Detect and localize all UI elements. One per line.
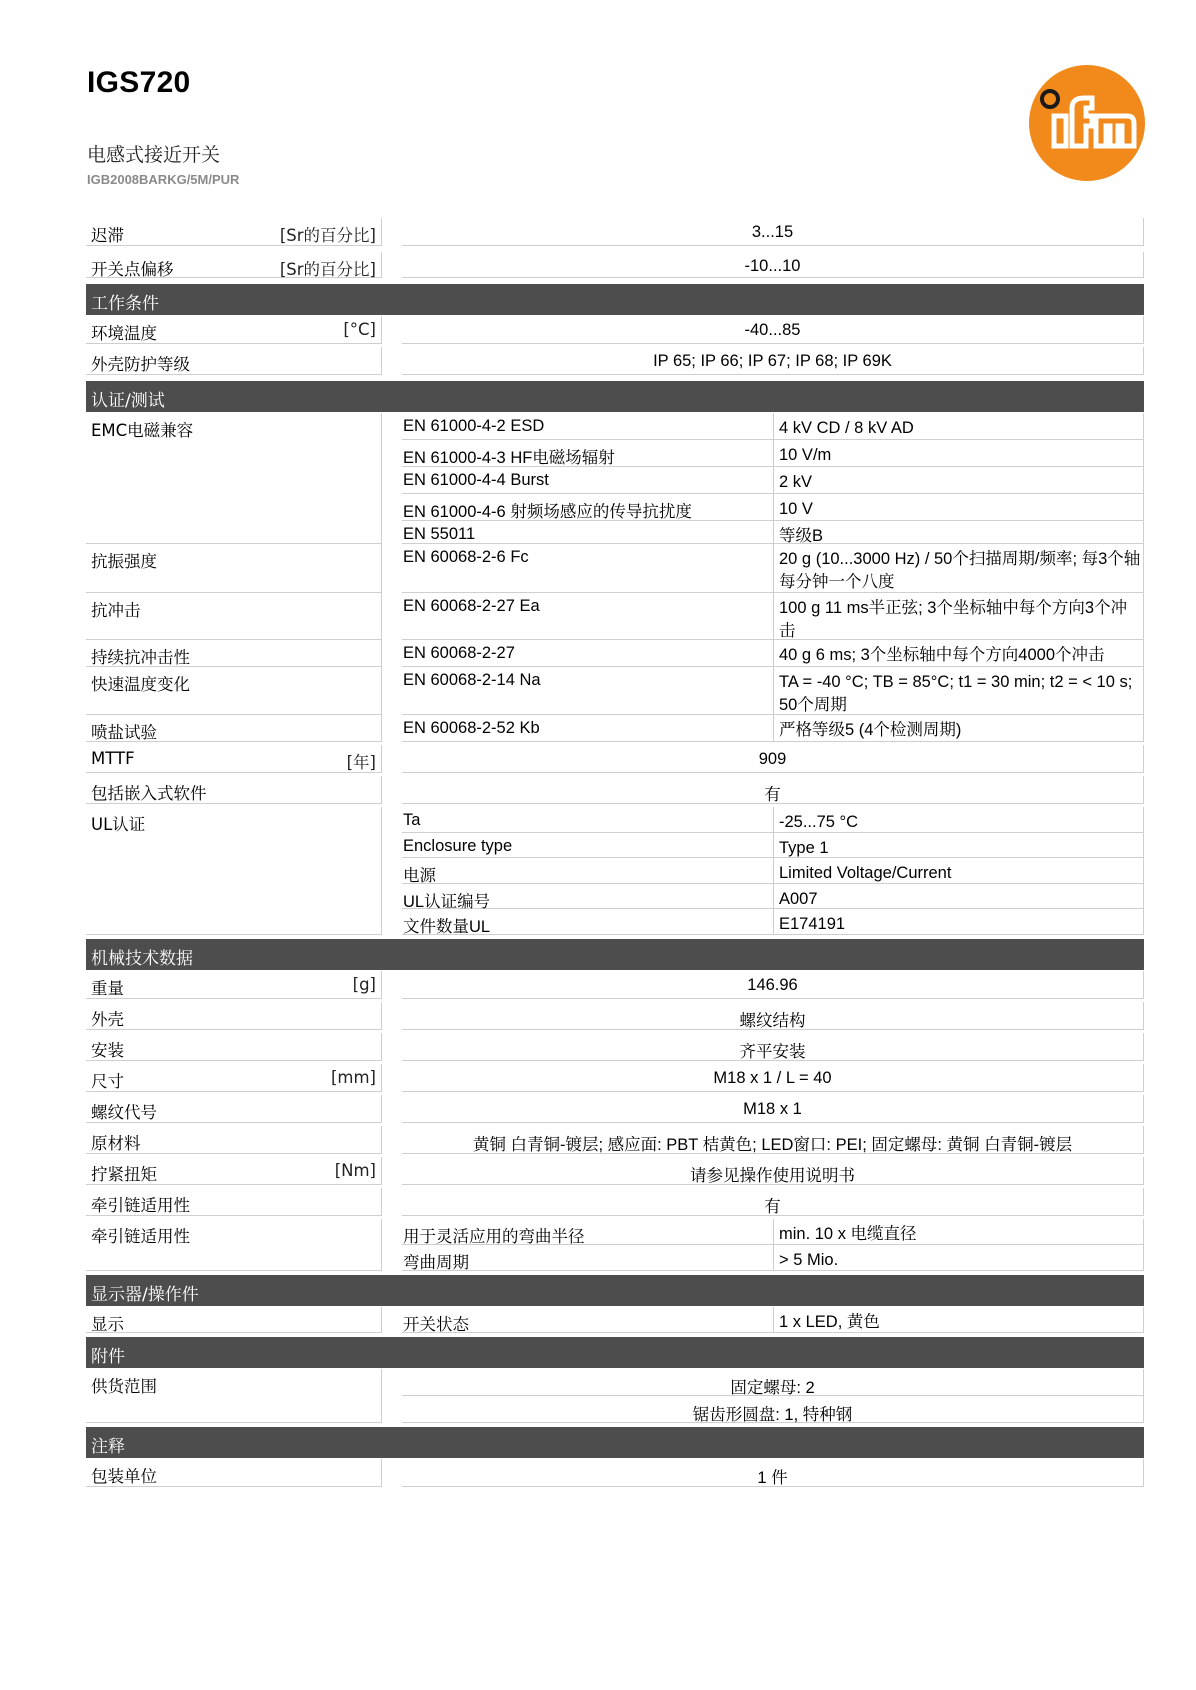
ul-value: E174191	[774, 909, 1144, 935]
spec-unit: [Sr的百分比]	[279, 260, 376, 279]
spec-label-cell	[86, 1126, 382, 1154]
spec-value: 齐平安装	[402, 1033, 1144, 1061]
spec-row-mechanical	[86, 1188, 1144, 1216]
test-value: 40 g 6 ms; 3个坐标轴中每个方向4000个冲击	[774, 640, 1144, 667]
spec-label-cell	[86, 1095, 382, 1123]
spec-value: 有	[402, 776, 1144, 804]
spec-value: -40...85	[402, 316, 1144, 344]
emc-value: 10 V/m	[774, 440, 1144, 467]
spec-row-mechanical	[86, 1095, 1144, 1123]
spec-value: 螺纹结构	[402, 1002, 1144, 1030]
spec-label-cell	[86, 218, 382, 246]
spec-unit: [mm]	[330, 1068, 376, 1087]
spec-label: 开关点偏移	[91, 260, 174, 279]
spec-value: M18 x 1	[402, 1095, 1144, 1123]
spec-label-cell	[86, 252, 382, 278]
supply-item: 锯齿形圆盘: 1, 特种钢	[402, 1396, 1144, 1423]
spec-value: -10...10	[402, 252, 1144, 278]
spec-label-cell	[86, 715, 382, 742]
emc-value: 2 kV	[774, 467, 1144, 494]
spec-label: 快速温度变化	[91, 675, 190, 694]
test-value: 100 g 11 ms半正弦; 3个坐标轴中每个方向3个冲击	[774, 593, 1144, 640]
spec-row-embedded-software	[86, 776, 1144, 804]
spec-row-mechanical	[86, 1002, 1144, 1030]
product-subtitle: 电感式接近开关	[87, 144, 221, 166]
ul-key: Ta	[402, 807, 774, 833]
spec-row-packaging	[86, 1459, 1144, 1487]
spec-label: 抗冲击	[91, 601, 141, 620]
drag-chain-value: min. 10 x 电缆直径	[774, 1219, 1144, 1245]
spec-label-cell	[86, 776, 382, 804]
section-header-accessories: 附件	[86, 1337, 1144, 1368]
section-header-mechanical: 机械技术数据	[86, 939, 1144, 970]
ul-key: Enclosure type	[402, 833, 774, 858]
spec-unit: [年]	[346, 753, 376, 772]
test-standard: EN 60068-2-6 Fc	[402, 544, 774, 593]
drag-chain-key: 弯曲周期	[402, 1245, 774, 1271]
supply-item: 固定螺母: 2	[402, 1369, 1144, 1396]
spec-row-mechanical	[86, 1126, 1144, 1154]
spec-label-cell	[86, 640, 382, 667]
section-header-operating: 工作条件	[86, 284, 1144, 315]
spec-label-cell	[86, 667, 382, 715]
spec-label: 外壳	[91, 1010, 124, 1029]
test-standard: EN 60068-2-52 Kb	[402, 715, 774, 742]
spec-label: 牵引链适用性	[91, 1196, 190, 1215]
spec-label-cell	[86, 347, 382, 375]
section-header-remarks: 注释	[86, 1427, 1144, 1458]
drag-chain-key: 用于灵活应用的弯曲半径	[402, 1219, 774, 1245]
emc-item	[402, 413, 1144, 440]
spec-label: 供货范围	[91, 1377, 157, 1396]
spec-label: 尺寸	[91, 1072, 124, 1091]
spec-value: 有	[402, 1188, 1144, 1216]
spec-label-cell	[86, 413, 382, 544]
spec-unit: [Sr的百分比]	[279, 226, 376, 245]
spec-label-cell	[86, 316, 382, 344]
test-standard: EN 60068-2-27	[402, 640, 774, 667]
spec-row-hysteresis	[86, 218, 1144, 246]
test-value: 20 g (10...3000 Hz) / 50个扫描周期/频率; 每3个轴每分钟一个八度	[774, 544, 1144, 593]
spec-label-cell	[86, 593, 382, 640]
spec-label-cell	[86, 745, 382, 773]
emc-value: 4 kV CD / 8 kV AD	[774, 413, 1144, 440]
section-header-approvals: 认证/测试	[86, 381, 1144, 412]
test-standard: EN 60068-2-27 Ea	[402, 593, 774, 640]
product-code: IGB2008BARKG/5M/PUR	[87, 172, 240, 187]
spec-value: 黄铜 白青铜-镀层; 感应面: PBT 桔黄色; LED窗口: PEI; 固定螺母: 黄铜 白青铜-镀层	[402, 1126, 1144, 1154]
spec-row-mechanical	[86, 971, 1144, 999]
emc-value: 10 V	[774, 494, 1144, 521]
spec-label-cell	[86, 1064, 382, 1092]
spec-label: 迟滞	[91, 226, 124, 245]
ul-key: 文件数量UL	[402, 909, 774, 935]
section-header-display: 显示器/操作件	[86, 1275, 1144, 1306]
display-key: 开关状态	[402, 1307, 774, 1333]
emc-value: 等级B	[774, 521, 1144, 544]
spec-label: 包装单位	[91, 1467, 157, 1486]
emc-standard: EN 61000-4-3 HF电磁场辐射	[402, 440, 774, 467]
spec-label: UL认证	[91, 815, 146, 834]
spec-unit: [Nm]	[334, 1161, 376, 1180]
spec-row-switch-offset	[86, 252, 1144, 278]
spec-row-mttf	[86, 745, 1144, 773]
spec-label: 持续抗冲击性	[91, 648, 190, 667]
spec-label-cell	[86, 544, 382, 593]
emc-item	[402, 521, 1144, 544]
display-value: 1 x LED, 黄色	[774, 1307, 1144, 1333]
spec-row-protection	[86, 347, 1144, 375]
spec-row-mechanical	[86, 1033, 1144, 1061]
spec-row-temp-change	[86, 667, 1144, 715]
spec-label-cell	[86, 1307, 382, 1333]
ul-value: Limited Voltage/Current	[774, 858, 1144, 884]
spec-label: 喷盐试验	[91, 723, 157, 742]
ifm-logo	[1028, 64, 1146, 182]
spec-label: 包括嵌入式软件	[91, 784, 207, 803]
ul-value: A007	[774, 884, 1144, 909]
spec-row-salt-spray	[86, 715, 1144, 742]
spec-value: 请参见操作使用说明书	[402, 1157, 1144, 1185]
spec-value: 146.96	[402, 971, 1144, 999]
spec-value: 1 件	[402, 1459, 1144, 1487]
spec-label-cell	[86, 971, 382, 999]
spec-label-cell	[86, 1188, 382, 1216]
spec-label: 牵引链适用性	[91, 1227, 190, 1246]
spec-label-cell	[86, 1033, 382, 1061]
emc-item	[402, 467, 1144, 494]
ul-value: -25...75 °C	[774, 807, 1144, 833]
spec-table	[86, 218, 1144, 1487]
spec-value: 3...15	[402, 218, 1144, 246]
ul-value: Type 1	[774, 833, 1144, 858]
spec-row-mechanical	[86, 1157, 1144, 1185]
spec-label: MTTF	[91, 749, 135, 768]
emc-standard: EN 61000-4-4 Burst	[402, 467, 774, 494]
spec-label: 重量	[91, 979, 124, 998]
spec-unit: [°C]	[343, 320, 376, 339]
emc-item	[402, 440, 1144, 467]
spec-row-emc	[86, 413, 1144, 544]
spec-label: 外壳防护等级	[91, 355, 190, 374]
product-title: IGS720	[87, 66, 191, 99]
test-value: TA = -40 °C; TB = 85°C; t1 = 30 min; t2 = < 10 s; 50个周期	[774, 667, 1144, 715]
spec-unit: [g]	[352, 975, 376, 994]
spec-row-shock	[86, 593, 1144, 640]
spec-label: 显示	[91, 1315, 124, 1334]
spec-row-display	[86, 1307, 1144, 1333]
spec-label: 环境温度	[91, 324, 157, 343]
spec-value: 909	[402, 745, 1144, 773]
spec-row-continuous-shock	[86, 640, 1144, 667]
spec-label-cell	[86, 807, 382, 935]
spec-label: EMC电磁兼容	[91, 421, 194, 440]
spec-label-cell	[86, 1219, 382, 1271]
test-value: 严格等级5 (4个检测周期)	[774, 715, 1144, 742]
test-standard: EN 60068-2-14 Na	[402, 667, 774, 715]
ul-key: 电源	[402, 858, 774, 884]
spec-label-cell	[86, 1459, 382, 1487]
spec-row-vibration	[86, 544, 1144, 593]
emc-item	[402, 494, 1144, 521]
ul-key: UL认证编号	[402, 884, 774, 909]
spec-row-drag-chain-detail	[86, 1219, 1144, 1271]
spec-row-scope-of-supply	[86, 1369, 1144, 1423]
spec-label-cell	[86, 1157, 382, 1185]
spec-value: IP 65; IP 66; IP 67; IP 68; IP 69K	[402, 347, 1144, 375]
emc-standard: EN 61000-4-2 ESD	[402, 413, 774, 440]
spec-row-mechanical	[86, 1064, 1144, 1092]
emc-standard: EN 55011	[402, 521, 774, 544]
spec-label-cell	[86, 1369, 382, 1423]
spec-label: 拧紧扭矩	[91, 1165, 157, 1184]
spec-label: 抗振强度	[91, 552, 157, 571]
mechanical-rows	[86, 971, 1144, 1216]
emc-standard: EN 61000-4-6 射频场感应的传导抗扰度	[402, 494, 774, 521]
spec-value: M18 x 1 / L = 40	[402, 1064, 1144, 1092]
spec-row-ambient-temp	[86, 316, 1144, 344]
drag-chain-value: > 5 Mio.	[774, 1245, 1144, 1271]
spec-label: 螺纹代号	[91, 1103, 157, 1122]
spec-row-ul	[86, 807, 1144, 935]
spec-label: 原材料	[91, 1134, 141, 1153]
spec-label-cell	[86, 1002, 382, 1030]
spec-label: 安装	[91, 1041, 124, 1060]
